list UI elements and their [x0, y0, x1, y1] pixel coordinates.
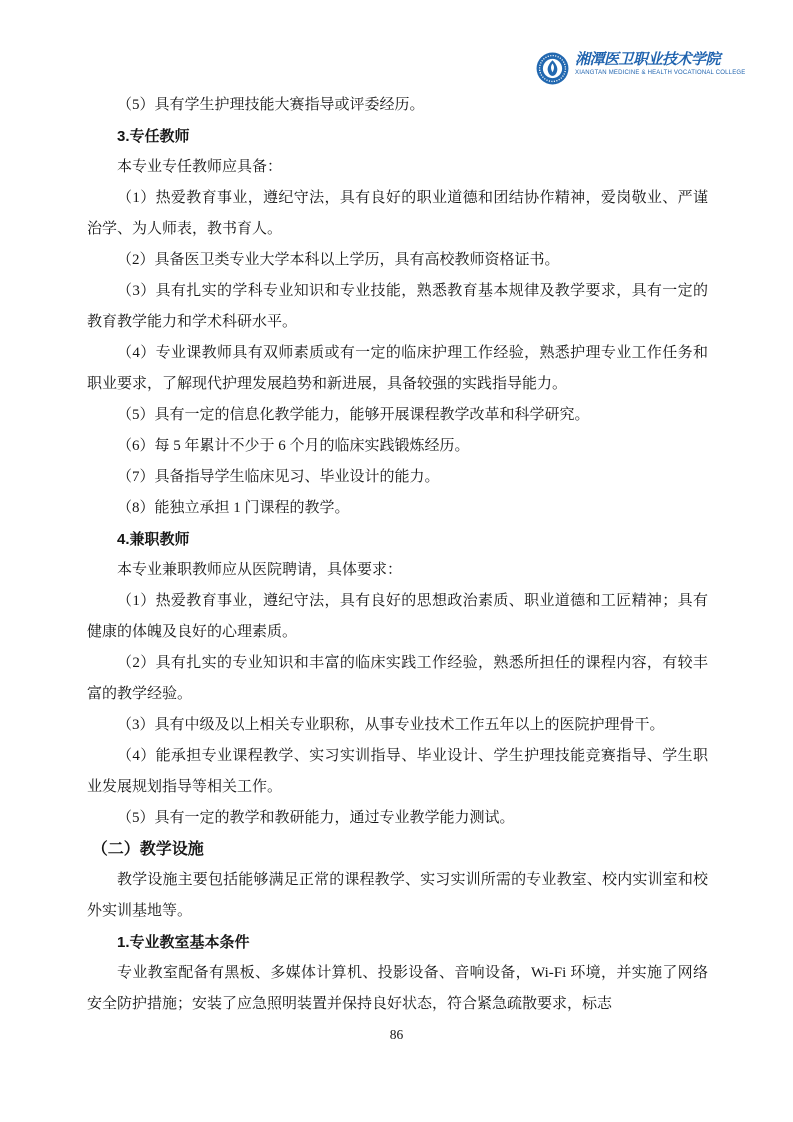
list-item-paragraph: （2）具备医卫类专业大学本科以上学历，具有高校教师资格证书。 — [117, 252, 560, 268]
list-item-paragraph: （8）能独立承担 1 门课程的教学。 — [117, 500, 350, 516]
section-heading: （二）教学设施 — [91, 841, 204, 858]
college-emblem-icon — [536, 52, 569, 85]
sub-section-heading: 1.专业教室基本条件 — [117, 934, 250, 951]
list-item-paragraph: （5）具有一定的信息化教学能力，能够开展课程教学改革和科学研究。 — [117, 407, 590, 423]
body-paragraph: 专业教室配备有黑板、多媒体计算机、投影设备、音响设备，Wi-Fi 环境，并实施了网络安全防护措施；安装了应急照明装置并保持良好状态，符合紧急疏散要求，标志 — [87, 965, 708, 1012]
college-name-block — [575, 52, 745, 77]
college-name-english: XIANGTAN MEDICINE & HEALTH VOCATIONAL COLLEGE — [575, 70, 746, 76]
list-item-paragraph: （3）具有扎实的学科专业知识和专业技能，熟悉教育基本规律及教学要求，具有一定的教育教学能力和学术科研水平。 — [87, 283, 708, 330]
sub-section-heading: 3.专任教师 — [117, 128, 190, 145]
list-item-paragraph: （1）热爱教育事业，遵纪守法，具有良好的职业道德和团结协作精神，爱岗敬业、严谨治学、为人师表，教书育人。 — [87, 190, 708, 237]
document-body — [87, 90, 708, 1020]
sub-section-heading: 4.兼职教师 — [117, 531, 190, 548]
list-item-paragraph: （7）具备指导学生临床见习、毕业设计的能力。 — [117, 469, 440, 485]
college-name-chinese: 湘潭医卫职业技术学院 — [575, 52, 721, 68]
body-paragraph: 本专业兼职教师应从医院聘请，具体要求： — [117, 562, 403, 578]
list-item-paragraph: （1）热爱教育事业，遵纪守法，具有良好的思想政治素质、职业道德和工匠精神；具有健康的体魄及良好的心理素质。 — [87, 593, 708, 640]
list-item-paragraph: （5）具有一定的教学和教研能力，通过专业教学能力测试。 — [117, 810, 515, 826]
list-item-paragraph: （4）专业课教师具有双师素质或有一定的临床护理工作经验，熟悉护理专业工作任务和职业要求，了解现代护理发展趋势和新进展，具备较强的实践指导能力。 — [87, 345, 708, 392]
list-item-paragraph: （3）具有中级及以上相关专业职称，从事专业技术工作五年以上的医院护理骨干。 — [117, 717, 665, 733]
body-paragraph: 教学设施主要包括能够满足正常的课程教学、实习实训所需的专业教室、校内实训室和校外实训基地等。 — [87, 872, 708, 919]
list-item-paragraph: （5）具有学生护理技能大赛指导或评委经历。 — [117, 97, 425, 113]
body-paragraph: 本专业专任教师应具备： — [117, 159, 283, 175]
college-logo — [536, 52, 745, 85]
page-number: 86 — [389, 1027, 404, 1042]
list-item-paragraph: （4）能承担专业课程教学、实习实训指导、毕业设计、学生护理技能竞赛指导、学生职业发展规划指导等相关工作。 — [87, 748, 708, 795]
page-footer — [0, 1026, 793, 1044]
list-item-paragraph: （2）具有扎实的专业知识和丰富的临床实践工作经验，熟悉所担任的课程内容，有较丰富的教学经验。 — [87, 655, 708, 702]
list-item-paragraph: （6）每 5 年累计不少于 6 个月的临床实践锻炼经历。 — [117, 438, 470, 454]
